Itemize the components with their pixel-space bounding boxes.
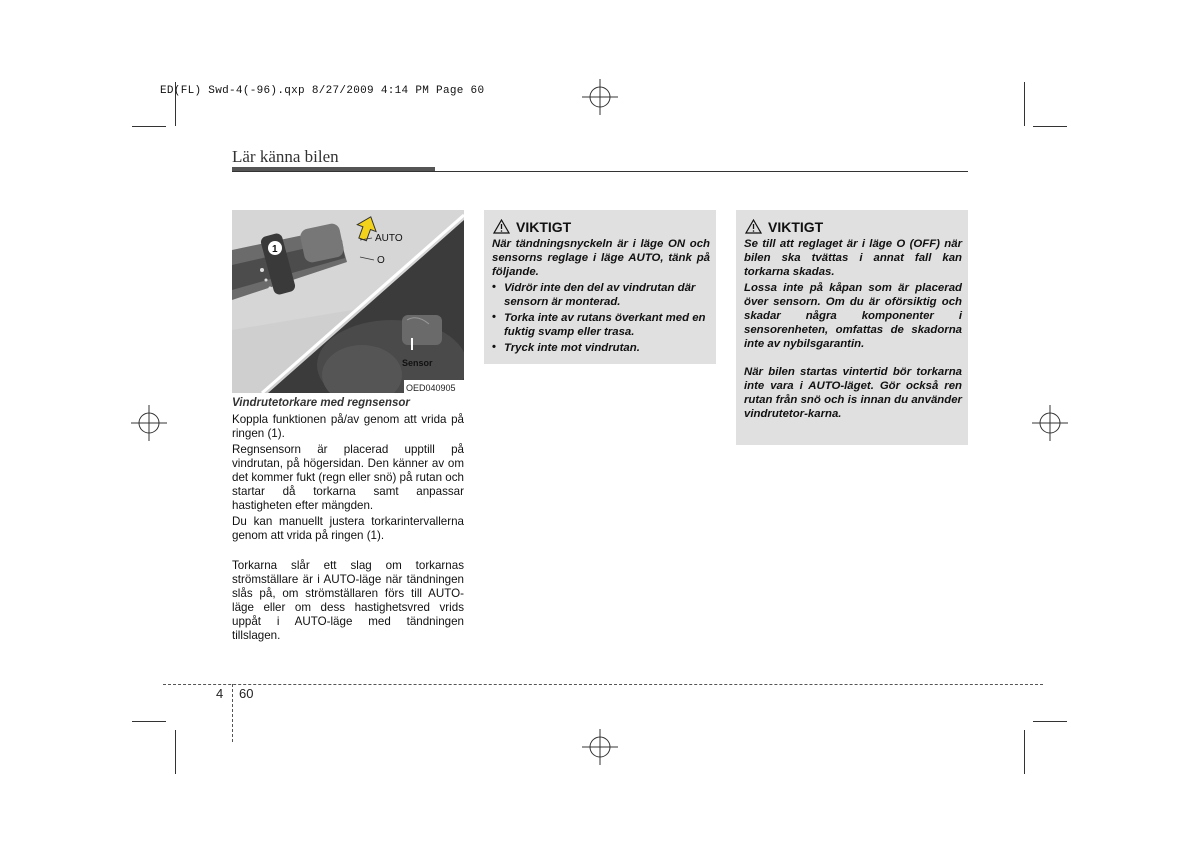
wiper-sensor-figure	[232, 210, 464, 393]
registration-mark-icon	[131, 405, 167, 441]
header-rule-accent	[232, 167, 435, 171]
warning-triangle-icon	[493, 219, 510, 234]
warning-paragraph: När bilen startas vintertid bör torkarna inte vara i AUTO-läget. Gör också ren rutan från snö och is innan du använder vindrutetor-karna.	[744, 366, 962, 420]
body-paragraph: Torkarna slår ett slag om torkarnas strömställare är i AUTO-läge när tändningen slås på, om strömställaren förs till AUTO-läge eller om dess hastighetsvred vrids uppåt i AUTO-läge med tändningen tillslagen.	[232, 559, 464, 642]
figure-code: OED040905	[406, 383, 456, 393]
warning-intro: När tändningsnyckeln är i läge ON och sensorns reglage i läge AUTO, tänk på följande.	[492, 238, 710, 278]
chapter-number: 4	[216, 686, 224, 701]
registration-mark-icon	[582, 729, 618, 765]
registration-mark-icon	[582, 79, 618, 115]
warning-bullet: Tryck inte mot vindrutan.	[504, 342, 640, 354]
sensor-label: Sensor	[402, 358, 433, 368]
body-paragraph: Du kan manuellt justera torkarintervallerna genom att vrida på ringen (1).	[232, 515, 464, 542]
warning-triangle-icon	[745, 219, 762, 234]
crop-mark	[132, 721, 166, 722]
body-paragraph: Koppla funktionen på/av genom att vrida på ringen (1).	[232, 413, 464, 440]
body-paragraph: Regnsensorn är placerad upptill på vindrutan, på högersidan. Den känner av om det kommer fukt (regn eller snö) på rutan och startar då torkarna samt anpassar hastigheten efter mängden.	[232, 443, 464, 512]
footer-rule	[163, 684, 1043, 685]
bullet-dot: •	[492, 311, 496, 323]
warning-paragraph: Lossa inte på kåpan som är placerad över sensorn. Om du är oförsiktig och skadar några komponenter i sensorenheten, omfattas de skadorna inte av nybilsgarantin.	[744, 282, 962, 350]
wiper-lever-illustration	[232, 210, 464, 393]
bullet-dot: •	[492, 341, 496, 353]
warning-bullet: Torka inte av rutans överkant med en fuktig svamp eller trasa.	[504, 312, 706, 338]
section-title: Lär känna bilen	[232, 147, 339, 166]
registration-mark-icon	[1032, 405, 1068, 441]
callout-1: 1	[272, 244, 278, 255]
crop-mark	[1024, 82, 1025, 126]
printer-slug: ED(FL) Swd-4(-96).qxp 8/27/2009 4:14 PM Page 60	[160, 85, 485, 97]
warning-paragraph: Se till att reglaget är i läge O (OFF) när bilen ska tvättas i annat fall kan torkarna skadas.	[744, 238, 962, 278]
crop-mark	[175, 730, 176, 774]
crop-mark	[132, 126, 166, 127]
warning-title: VIKTIGT	[768, 219, 824, 235]
figure-caption: Vindrutetorkare med regnsensor	[232, 397, 410, 409]
auto-label: AUTO	[375, 233, 403, 244]
crop-mark	[1024, 730, 1025, 774]
crop-mark	[1033, 126, 1067, 127]
bullet-dot: •	[492, 281, 496, 293]
crop-mark	[1033, 721, 1067, 722]
off-label: O	[377, 255, 385, 266]
warning-bullet: Vidrör inte den del av vindrutan där sensorn är monterad.	[504, 282, 696, 308]
footer-divider	[232, 684, 233, 742]
header-rule	[232, 171, 968, 172]
warning-title: VIKTIGT	[516, 219, 572, 235]
page-number: 60	[239, 686, 254, 701]
